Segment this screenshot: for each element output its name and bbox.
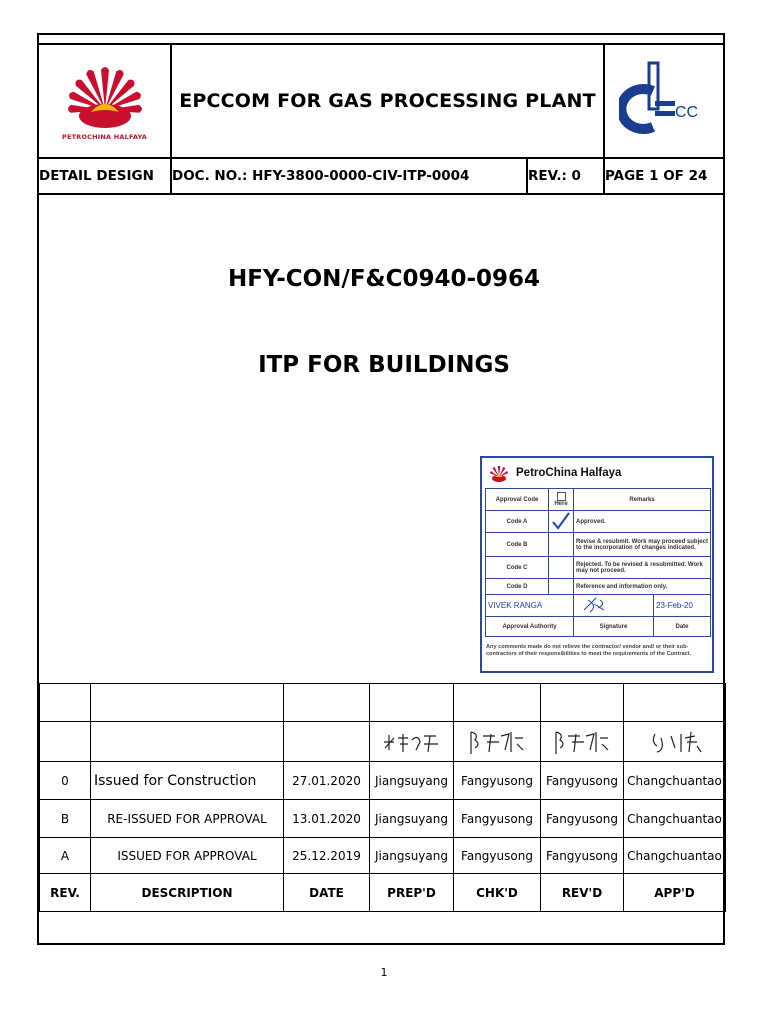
stamp-check-b [549,533,574,557]
cc-logo-text: CC [675,103,699,121]
cc-logo-cell [604,44,724,158]
checkbox-icon [557,492,566,501]
chk-cell: Fangyusong [454,838,541,874]
stamp-check-d [549,579,574,595]
rev-signature [541,722,624,762]
stamp-remark-b: Revise & resubmit. Work may proceed subject to the incorporation of changes indicated. [574,533,711,557]
description-cell: RE-ISSUED FOR APPROVAL [91,800,284,838]
blank-cell [624,684,726,722]
blank-cell [284,684,370,722]
chk-cell: Fangyusong [454,762,541,800]
chk-signature [454,722,541,762]
prep-cell: Jiangsuyang [370,800,454,838]
stamp-col-code: Approval Code [486,489,549,511]
description-cell: Issued for Construction [91,762,284,800]
approval-stamp [480,456,714,673]
revision-table [39,683,726,912]
blank-cell [284,722,370,762]
stamp-brand: PetroChina Halfaya [516,467,622,479]
revision-number: REV.: 0 [527,158,604,194]
stamp-code-d: Code D [486,579,549,595]
stamp-label-authority: Approval Authority [486,617,574,637]
date-cell: 25.12.2019 [284,838,370,874]
stamp-check-a [549,511,574,533]
blank-cell [40,684,91,722]
stamp-header [482,458,712,488]
blank-cell [91,722,284,762]
revd-cell: Fangyusong [541,800,624,838]
petrochina-caption: PETROCHINA HALFAYA [62,132,147,141]
stamp-remark-c: Rejected. To be revised & resubmitted. Work may not proceed. [574,557,711,579]
blank-cell [454,684,541,722]
date-cell: 27.01.2020 [284,762,370,800]
document-code: HFY-CON/F&C0940-0964 [227,266,541,292]
revd-cell: Fangyusong [541,762,624,800]
description-cell: ISSUED FOR APPROVAL [91,838,284,874]
date-cell: 13.01.2020 [284,800,370,838]
page-count: PAGE 1 OF 24 [604,158,724,194]
signature-chk-icon [465,728,529,756]
petrochina-mini-logo-icon [488,464,510,482]
rev-cell: B [40,800,91,838]
stamp-remark-d: Reference and information only. [574,579,711,595]
page-number: 1 [380,966,388,979]
design-stage: DETAIL DESIGN [38,158,171,194]
blank-cell [541,684,624,722]
chk-cell: Fangyusong [454,800,541,838]
stamp-label-signature: Signature [574,617,654,637]
column-header-description: DESCRIPTION [91,874,284,912]
stamp-code-b: Code B [486,533,549,557]
stamp-label-date: Date [654,617,711,637]
column-header-appd: APP'D [624,874,726,912]
app-cell: Changchuantao [624,800,726,838]
blank-cell [40,722,91,762]
blank-cell [91,684,284,722]
app-cell: Changchuantao [624,838,726,874]
cc-logo-icon [619,59,709,139]
petrochina-logo-icon [63,62,147,128]
rev-cell: A [40,838,91,874]
column-header-rev: REV. [40,874,91,912]
revd-cell: Fangyusong [541,838,624,874]
stamp-footnote: Any comments made do not relieve the contractor/ vendor and/ or their sub-contractors of their responsibilities to meet the requirements of the Contract. [486,644,692,657]
rev-cell: 0 [40,762,91,800]
column-header-prepd: PREP'D [370,874,454,912]
header-title: EPCCOM FOR GAS PROCESSING PLANT [171,44,604,158]
stamp-code-a: Code A [486,511,549,533]
app-signature [624,722,726,762]
blank-cell [370,684,454,722]
signature-rev-icon [550,728,614,756]
petrochina-logo-cell [38,44,171,158]
app-cell: Changchuantao [624,762,726,800]
document-title: ITP FOR BUILDINGS [258,352,510,378]
prep-signature [370,722,454,762]
signature-prep-icon [380,730,444,754]
stamp-code-c: Code C [486,557,549,579]
signature-app-icon [643,728,707,756]
signature-scribble-icon [576,596,616,614]
stamp-col-here [549,489,574,511]
column-header-date: DATE [284,874,370,912]
column-header-chkd: CHK'D [454,874,541,912]
stamp-remark-a: Approved. [574,511,711,533]
stamp-authority-name: VIVEK RANGA [486,595,574,617]
doc-number: DOC. NO.: HFY-3800-0000-CIV-ITP-0004 [171,158,527,194]
header-table [37,43,725,195]
prep-cell: Jiangsuyang [370,838,454,874]
column-header-revd: REV'D [541,874,624,912]
stamp-date: 23-Feb-20 [654,595,711,617]
stamp-table [485,488,711,637]
stamp-signature [574,595,654,617]
stamp-col-remarks: Remarks [574,489,711,511]
stamp-col-here-label: Here [554,501,568,507]
prep-cell: Jiangsuyang [370,762,454,800]
stamp-check-c [549,557,574,579]
checkmark-icon [551,512,571,530]
